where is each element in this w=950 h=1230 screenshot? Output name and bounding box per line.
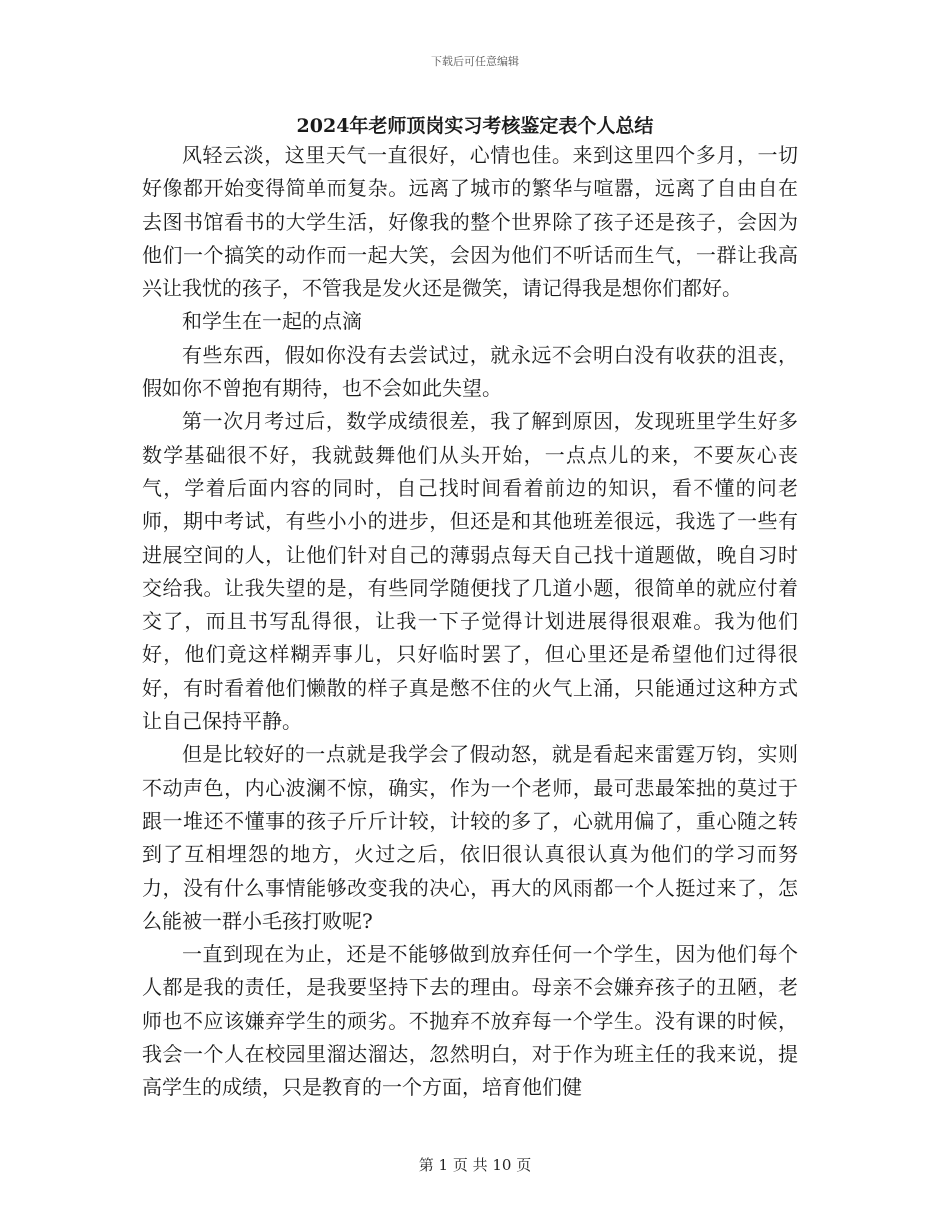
page-number-footer: 第 1 页 共 10 页 [418,1156,532,1174]
paragraph: 一直到现在为止，还是不能够做到放弃任何一个学生，因为他们每个人都是我的责任，是我要坚持下去的理由。母亲不会嫌弃孩子的丑陋，老师也不应该嫌弃学生的顽劣。不抛弃不放弃每一个学生。没有课的时候，我会一个人在校园里溜达溜达，忽然明白，对于作为班主任的我来说，提高学生的成绩，只是教育的一个方面，培育他们健 [142,942,798,1100]
paragraph: 有些东西，假如你没有去尝试过，就永远不会明白没有收获的沮丧，假如你不曾抱有期待，也不会如此失望。 [142,342,798,401]
paragraph: 第一次月考过后，数学成绩很差，我了解到原因，发现班里学生好多数学基础很不好，我就鼓舞他们从头开始，一点点儿的来，不要灰心丧气，学着后面内容的同时，自己找时间看着前边的知识，看不懂的问老师，期中考试，有些小小的进步，但还是和其他班差很远，我选了一些有进展空间的人，让他们针对自己的薄弱点每天自己找十道题做，晚自习时交给我。让我失望的是，有些同学随便找了几道小题，很简单的就应付着交了，而且书写乱得很，让我一下子觉得计划进展得很艰难。我为他们好，他们竟这样糊弄事儿，只好临时罢了，但心里还是希望他们过得很好，有时看着他们懒散的样子真是憋不住的火气上涌，只能通过这种方式让自己保持平静。 [142,409,798,734]
document-body [142,139,798,1105]
paragraph: 但是比较好的一点就是我学会了假动怒，就是看起来雷霆万钧，实则不动声色，内心波澜不惊，确实，作为一个老师，最可悲最笨拙的莫过于跟一堆还不懂事的孩子斤斤计较，计较的多了，心就用偏了，重心随之转到了互相埋怨的地方，火过之后，依旧很认真很认真为他们的学习而努力，没有什么事情能够改变我的决心，再大的风雨都一个人挺过来了，怎么能被一群小毛孩打败呢? [142,742,798,933]
page-header-note: 下载后可任意编辑 [431,55,519,68]
document-title: 2024年老师顶岗实习考核鉴定表个人总结 [296,115,654,137]
section-heading: 和学生在一起的点滴 [182,309,362,334]
paragraph: 风轻云淡，这里天气一直很好，心情也佳。来到这里四个多月，一切好像都开始变得简单而复杂。远离了城市的繁华与喧嚣，远离了自由自在去图书馆看书的大学生活，好像我的整个世界除了孩子还是孩子，会因为他们一个搞笑的动作而一起大笑，会因为他们不听话而生气，一群让我高兴让我忧的孩子，不管我是发火还是微笑，请记得我是想你们都好。 [142,143,798,301]
